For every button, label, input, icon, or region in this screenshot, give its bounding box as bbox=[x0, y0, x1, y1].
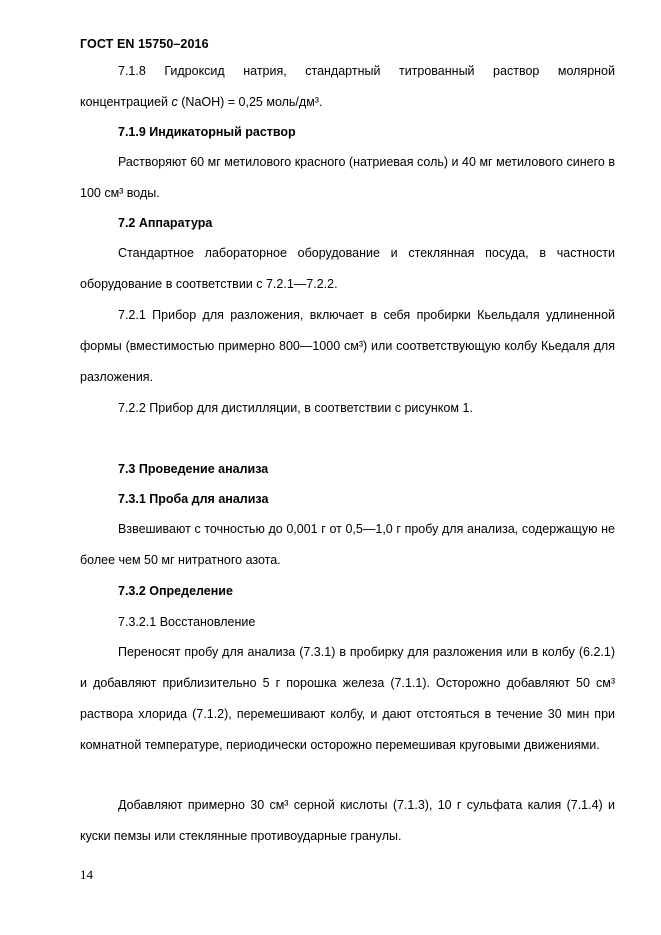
paragraph-7-2: Стандартное лабораторное оборудование и стеклянная посуда, в частности оборудование в соответствии с 7.2.1—7.2.2. bbox=[80, 246, 615, 291]
paragraph-7-3-1: Взвешивают с точностью до 0,001 г от 0,5—1,0 г пробу для анализа, содержащую не более чем 50 мг нитратного азота. bbox=[80, 522, 615, 567]
paragraph-add-acid: Добавляют примерно 30 см³ серной кислоты (7.1.3), 10 г сульфата калия (7.1.4) и куски пемзы или стеклянные противоударные гранулы. bbox=[80, 798, 615, 843]
document-header: ГОСТ EN 15750–2016 bbox=[80, 37, 209, 51]
paragraph-7-1-8: 7.1.8 Гидроксид натрия, стандартный титрованный раствор молярной концентрацией c (NaOH) = 0,25 моль/дм³. bbox=[80, 64, 615, 109]
paragraph-7-1-9: Растворяют 60 мг метилового красного (натриевая соль) и 40 мг метилового синего в 100 см³ воды. bbox=[80, 155, 615, 200]
heading-7-1-9: 7.1.9 Индикаторный раствор bbox=[118, 125, 296, 139]
heading-7-3-1: 7.3.1 Проба для анализа bbox=[118, 492, 269, 506]
paragraph-7-2-2: 7.2.2 Прибор для дистилляции, в соответствии с рисунком 1. bbox=[118, 401, 473, 415]
heading-7-3-2: 7.3.2 Определение bbox=[118, 584, 233, 598]
paragraph-transfer-sample: Переносят пробу для анализа (7.3.1) в пробирку для разложения или в колбу (6.2.1) и добавляют приблизительно 5 г порошка железа (7.1.1). Осторожно добавляют 50 см³ раствора хлорида (7.1.2), перемешивают колбу, и дают отстояться в течение 30 мин при комнатной температуре, периодически осторожно перемешивая круговыми движениями. bbox=[80, 645, 615, 752]
paragraph-7-3-2-1: 7.3.2.1 Восстановление bbox=[118, 615, 256, 629]
page-number: 14 bbox=[80, 867, 93, 882]
heading-7-3: 7.3 Проведение анализа bbox=[118, 462, 269, 476]
heading-7-2: 7.2 Аппаратура bbox=[118, 216, 213, 230]
paragraph-7-2-1: 7.2.1 Прибор для разложения, включает в себя пробирки Кьельдаля удлиненной формы (вместимостью примерно 800—1000 см³) или соответствующую колбу Кьедаля для разложения. bbox=[80, 308, 615, 384]
